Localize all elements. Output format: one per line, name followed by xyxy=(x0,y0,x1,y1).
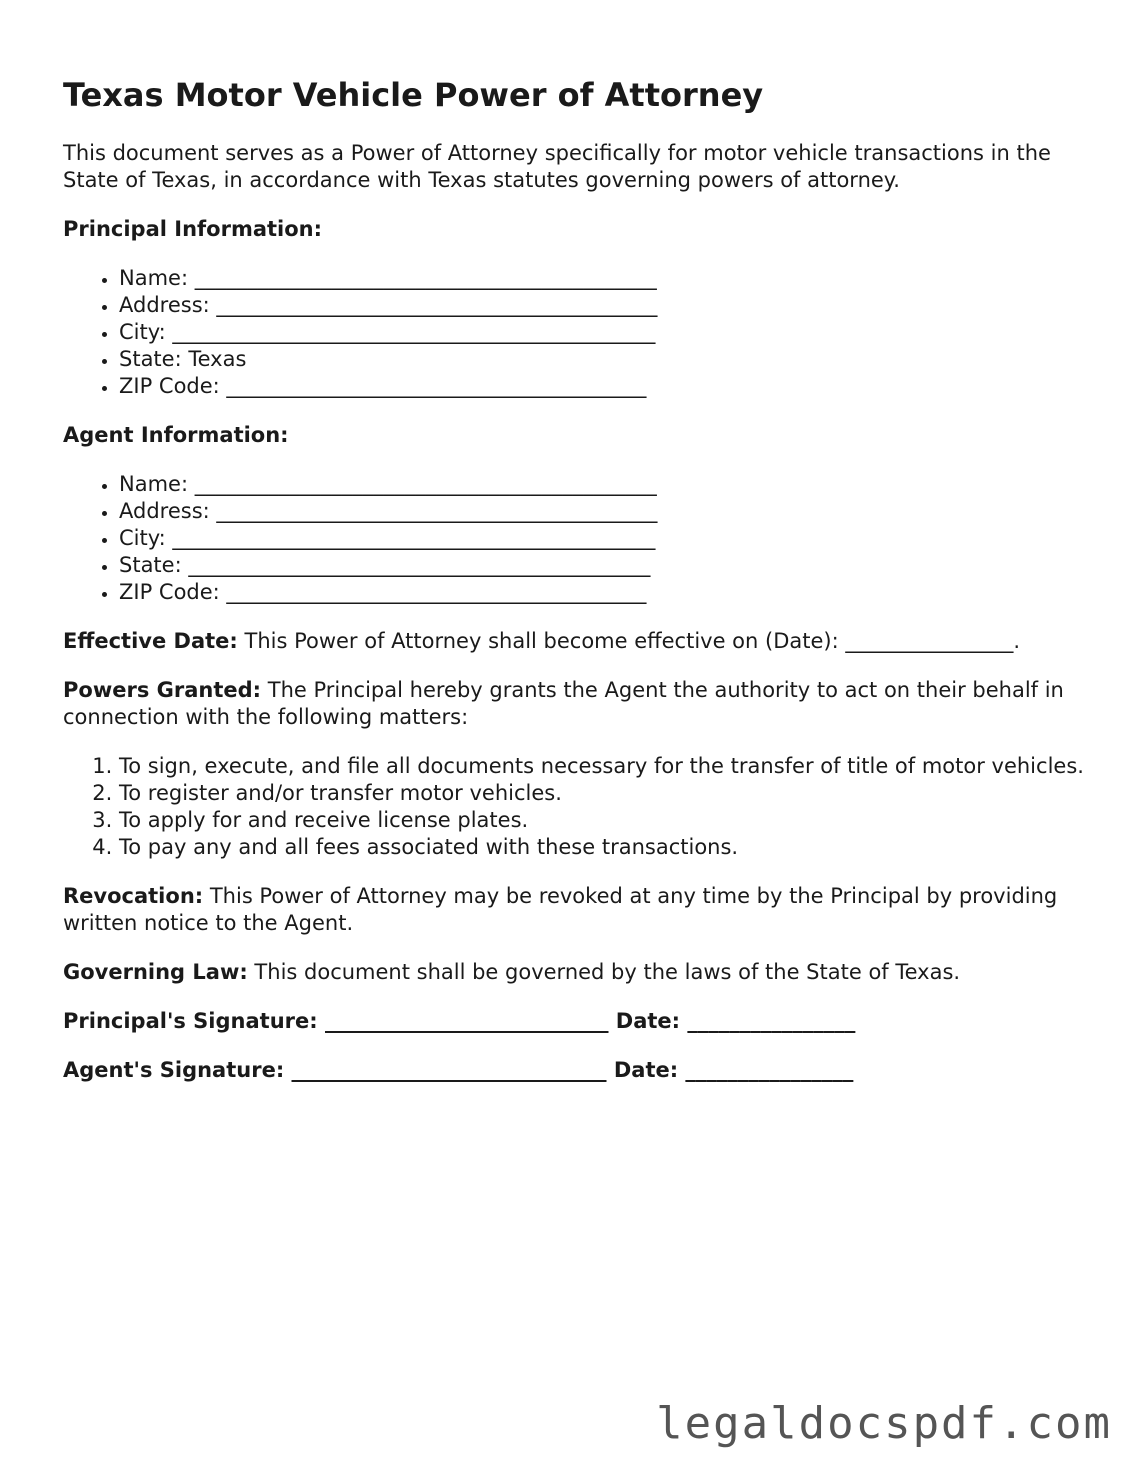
agent-state-field: • State: ____________________________________________ xyxy=(119,552,1093,579)
power-item: 4. To pay any and all fees associated with these transactions. xyxy=(119,834,1093,861)
power-item: 2. To register and/or transfer motor vehicles. xyxy=(119,780,1093,807)
principal-heading: Principal Information: xyxy=(63,217,323,242)
principal-fields xyxy=(63,265,1093,400)
agent-heading: Agent Information: xyxy=(63,423,289,448)
revocation-section xyxy=(63,883,1093,937)
intro-paragraph: This document serves as a Power of Attorney specifically for motor vehicle transactions in the State of Texas, in accordance with Texas statutes governing powers of attorney. xyxy=(63,141,1051,193)
agent-signature-line: Agent's Signature: ______________________________ Date: ________________ xyxy=(63,1058,854,1083)
agent-city-field: • City: ______________________________________________ xyxy=(119,525,1093,552)
principal-name-field: • Name: ____________________________________________ xyxy=(119,265,1093,292)
effective-date-label: Effective Date: xyxy=(63,629,238,654)
agent-fields xyxy=(63,471,1093,606)
principal-state-field: • State: Texas xyxy=(119,346,1093,373)
powers-list xyxy=(63,753,1093,861)
powers-section xyxy=(63,677,1093,731)
agent-name-field: • Name: ____________________________________________ xyxy=(119,471,1093,498)
powers-text: The Principal hereby grants the Agent the authority to act on their behalf in connection with the following matters: xyxy=(63,678,1064,730)
power-item: 1. To sign, execute, and file all documents necessary for the transfer of title of motor vehicles. xyxy=(119,753,1093,780)
revocation-label: Revocation: xyxy=(63,884,204,909)
principal-city-field: • City: ______________________________________________ xyxy=(119,319,1093,346)
agent-zip-field: • ZIP Code: ________________________________________ xyxy=(119,579,1093,606)
agent-address-field: • Address: __________________________________________ xyxy=(119,498,1093,525)
governing-law-label: Governing Law: xyxy=(63,960,248,985)
principal-address-field: • Address: __________________________________________ xyxy=(119,292,1093,319)
governing-law-section xyxy=(63,959,1093,986)
principal-zip-field: • ZIP Code: ________________________________________ xyxy=(119,373,1093,400)
powers-label: Powers Granted: xyxy=(63,678,262,703)
revocation-text: This Power of Attorney may be revoked at any time by the Principal by providing written notice to the Agent. xyxy=(63,884,1058,936)
governing-law-text: This document shall be governed by the laws of the State of Texas. xyxy=(247,960,961,985)
document-page xyxy=(63,76,1093,1106)
power-item: 3. To apply for and receive license plates. xyxy=(119,807,1093,834)
effective-date-section xyxy=(63,628,1093,655)
watermark: legaldocspdf.com xyxy=(656,1398,1112,1449)
principal-signature-line: Principal's Signature: ___________________________ Date: ________________ xyxy=(63,1009,856,1034)
document-title: Texas Motor Vehicle Power of Attorney xyxy=(63,76,764,114)
effective-date-text: This Power of Attorney shall become effective on (Date): ________________. xyxy=(237,629,1021,654)
